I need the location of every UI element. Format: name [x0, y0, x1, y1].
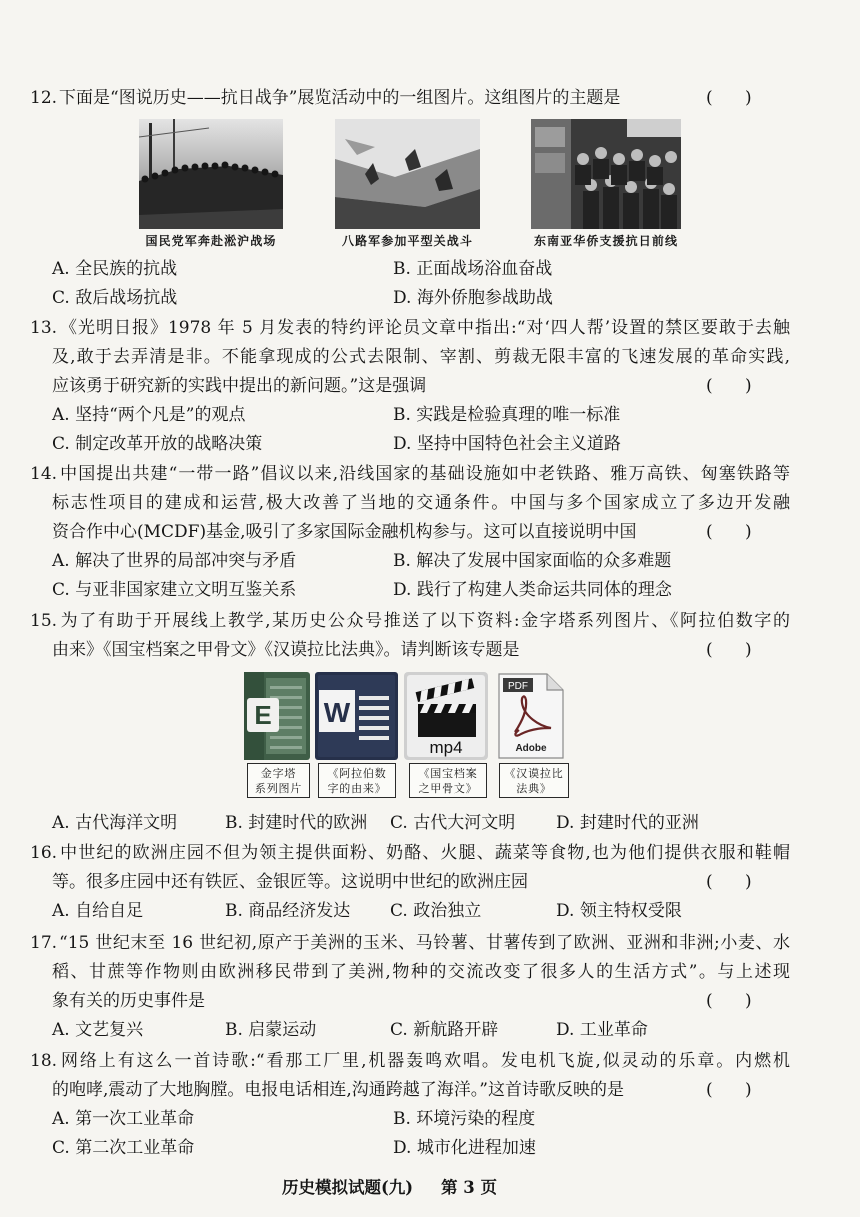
question-18	[0, 1047, 860, 1163]
stem-text: 下面是“图说历史——抗日战争”展览活动中的一组图片。这组图片的主题是	[59, 88, 621, 108]
question-stem-line: 标志性项目的建成和运营,极大改善了当地的交通条件。中国与多个国家成立了多边开发融	[52, 492, 790, 513]
stem-text: 为了有助于开展线上教学,某历史公众号推送了以下资料:金字塔系列图片、《阿拉伯数字的	[59, 610, 790, 631]
question-stem-line	[0, 314, 860, 343]
options-row	[0, 1016, 860, 1045]
options-row	[0, 809, 860, 838]
option-d: D. 坚持中国特色社会主义道路	[393, 433, 621, 454]
caption-line: 字的由来》	[327, 782, 387, 795]
photo-caption: 东南亚华侨支援抗日前线	[533, 234, 679, 248]
option-d: D. 工业革命	[556, 1019, 648, 1040]
icon-captions	[0, 763, 860, 798]
icon-caption	[409, 763, 487, 798]
footer-exam-title: 历史模拟试题(九)	[282, 1178, 414, 1197]
icon-caption	[318, 763, 396, 798]
option-a: A. 解决了世界的局部冲突与矛盾	[52, 550, 297, 571]
option-b: B. 启蒙运动	[225, 1019, 317, 1040]
caption-line: 系列图片	[254, 782, 303, 795]
question-number: 13.	[30, 317, 58, 338]
caption-line: 《国宝档案	[418, 767, 478, 780]
question-15	[0, 607, 860, 838]
option-a: A. 自给自足	[52, 900, 144, 921]
option-c: C. 古代大河文明	[390, 812, 516, 833]
photo-overseas-chinese-crowd	[531, 119, 681, 229]
file-icon-group	[0, 672, 860, 760]
question-stem-line: 及,敢于去弄清是非。不能拿现成的公式去限制、宰割、剪裁无限丰富的飞速发展的革命实践,	[52, 346, 790, 367]
stem-text: 网络上有这么一首诗歌:“看那工厂里,机器轰鸣欢唱。发电机飞旋,似灵动的乐章。内燃机	[59, 1050, 790, 1071]
stem-text: 《光明日报》1978 年 5 月发表的特约评论员文章中指出:“对‘四人帮’设置的禁区要敢于去触	[59, 317, 790, 338]
stem-text: 中国提出共建“一带一路”倡议以来,沿线国家的基础设施如中老铁路、雅万高铁、匈塞铁路等	[59, 463, 790, 484]
question-stem-line	[0, 987, 860, 1016]
option-d: D. 封建时代的亚洲	[556, 812, 699, 833]
option-c: C. 政治独立	[390, 900, 482, 921]
question-stem-line	[0, 84, 860, 113]
question-stem-line	[0, 868, 860, 897]
option-c: C. 敌后战场抗战	[52, 287, 178, 308]
option-b: B. 环境污染的程度	[393, 1108, 536, 1129]
stem-text: 的咆哮,震动了大地胸膛。电报电话相连,沟通跨越了海洋。”这首诗歌反映的是	[52, 1079, 624, 1100]
option-b: B. 封建时代的欧洲	[225, 812, 368, 833]
option-d: D. 领主特权受限	[556, 900, 682, 921]
option-c: C. 制定改革开放的战略决策	[52, 433, 263, 454]
question-16	[0, 839, 860, 926]
question-number: 17.	[30, 932, 58, 953]
question-12	[0, 84, 860, 313]
caption-line: 之甲骨文》	[418, 782, 478, 795]
option-b: B. 解决了发展中国家面临的众多难题	[393, 550, 672, 571]
icon-glyph: mp4	[429, 738, 463, 757]
answer-blank: ( )	[706, 375, 752, 396]
question-stem-line	[0, 372, 860, 401]
question-stem-line	[0, 518, 860, 547]
question-stem-line	[0, 460, 860, 489]
question-stem-line	[0, 839, 860, 868]
options-row	[0, 284, 860, 313]
question-stem-line	[0, 636, 860, 665]
option-c: C. 新航路开辟	[390, 1019, 499, 1040]
option-a: A. 坚持“两个凡是”的观点	[52, 404, 246, 425]
options-row	[0, 1134, 860, 1163]
question-stem-line	[0, 929, 860, 958]
stem-text: 中世纪的欧洲庄园不但为领主提供面粉、奶酪、火腿、蔬菜等食物,也为他们提供衣服和鞋帽	[59, 842, 790, 863]
option-a: A. 第一次工业革命	[52, 1108, 195, 1129]
stem-text: “15 世纪末至 16 世纪初,原产于美洲的玉米、马铃薯、甘薯传到了欧洲、亚洲和非洲;小麦、水	[59, 932, 790, 953]
option-b: B. 正面战场浴血奋战	[393, 258, 553, 279]
question-number: 14.	[30, 463, 58, 484]
page-footer	[0, 1175, 860, 1201]
option-a: A. 文艺复兴	[52, 1019, 144, 1040]
options-row	[0, 1105, 860, 1134]
icon-glyph: PDF	[508, 681, 528, 692]
caption-line: 金字塔	[260, 767, 297, 780]
icon-caption	[247, 763, 310, 798]
spreadsheet-file-icon	[244, 672, 310, 760]
option-c: C. 第二次工业革命	[52, 1137, 195, 1158]
option-b: B. 商品经济发达	[225, 900, 351, 921]
options-row	[0, 897, 860, 926]
option-d: D. 践行了构建人类命运共同体的理念	[393, 579, 672, 600]
question-number: 15.	[30, 610, 58, 631]
question-17	[0, 929, 860, 1045]
option-c: C. 与亚非国家建立文明互鉴关系	[52, 579, 297, 600]
question-stem-line: 稻、甘蔗等作物则由欧洲移民带到了美洲,物种的交流改变了很多人的生活方式”。与上述现	[52, 961, 790, 982]
icon-glyph: W	[323, 697, 351, 728]
question-number: 12.	[30, 88, 58, 108]
option-a: A. 古代海洋文明	[52, 812, 178, 833]
photo-caption: 八路军参加平型关战斗	[341, 234, 473, 248]
photo-soldiers-marching	[139, 119, 283, 229]
options-row	[0, 401, 860, 430]
option-d: D. 海外侨胞参战助战	[393, 287, 553, 308]
icon-glyph: E	[254, 700, 272, 730]
question-number: 16.	[30, 842, 58, 863]
word-document-icon	[315, 672, 398, 760]
option-a: A. 全民族的抗战	[52, 258, 178, 279]
option-b: B. 实践是检验真理的唯一标准	[393, 404, 621, 425]
options-row	[0, 255, 860, 284]
photo-mountain-battle	[335, 119, 480, 229]
footer-page-number: 第 3 页	[441, 1178, 497, 1197]
options-row	[0, 430, 860, 459]
video-clapperboard-icon	[404, 672, 488, 760]
caption-line: 法典》	[516, 782, 552, 795]
caption-line: 《汉谟拉比	[504, 767, 564, 780]
stem-text: 由来》《国宝档案之甲骨文》《汉谟拉比法典》。请判断该专题是	[52, 639, 520, 660]
pdf-document-icon	[493, 672, 568, 760]
stem-text: 资合作中心(MCDF)基金,吸引了多家国际金融机构参与。这可以直接说明中国	[52, 521, 637, 542]
photo-caption: 国民党军奔赴淞沪战场	[145, 234, 277, 248]
icon-caption	[499, 763, 569, 798]
question-number: 18.	[30, 1050, 58, 1071]
question-13	[0, 314, 860, 459]
answer-blank: ( )	[706, 639, 752, 660]
option-d: D. 城市化进程加速	[393, 1137, 536, 1158]
stem-text: 象有关的历史事件是	[52, 990, 205, 1011]
photo-group	[0, 119, 860, 229]
stem-text: 等。很多庄园中还有铁匠、金银匠等。这说明中世纪的欧洲庄园	[52, 871, 528, 892]
caption-line: 《阿拉伯数	[327, 767, 387, 780]
question-14	[0, 460, 860, 605]
options-row	[0, 576, 860, 605]
icon-brand: Adobe	[515, 743, 547, 754]
question-stem-line	[0, 1076, 860, 1105]
options-row	[0, 547, 860, 576]
answer-blank: ( )	[706, 1079, 752, 1100]
answer-blank: ( )	[706, 521, 752, 542]
stem-text: 应该勇于研究新的实践中提出的新问题。”这是强调	[52, 375, 427, 396]
answer-blank: ( )	[706, 990, 752, 1011]
question-stem-line	[0, 1047, 860, 1076]
photo-captions	[0, 232, 860, 250]
answer-blank: ( )	[706, 88, 752, 108]
question-stem-line	[0, 607, 860, 636]
answer-blank: ( )	[706, 871, 752, 892]
